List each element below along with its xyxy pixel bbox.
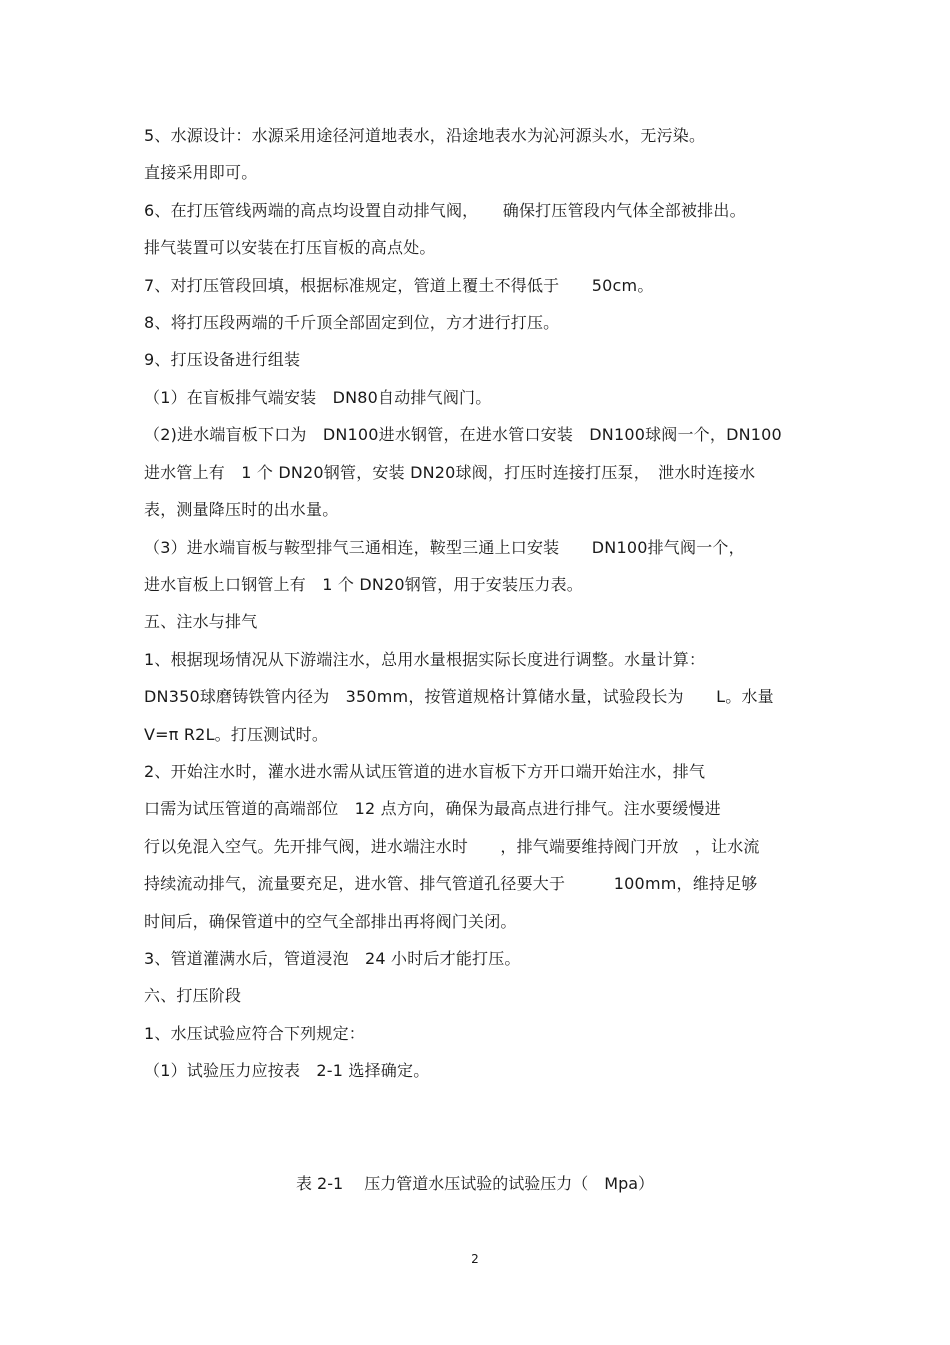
text-line: 表，测量降压时的出水量。 [144, 500, 339, 519]
text-line: 1、根据现场情况从下游端注水，总用水量根据实际长度进行调整。水量计算： [144, 650, 706, 669]
text-line: 排气装置可以安装在打压盲板的高点处。 [144, 238, 436, 257]
text-line: 进水盲板上口钢管上有 1 个 DN20钢管，用于安装压力表。 [144, 575, 584, 594]
text-line: 2、开始注水时，灌水进水需从试压管道的进水盲板下方开口端开始注水，排气 [144, 762, 706, 781]
text-line: （3）进水端盲板与鞍型排气三通相连，鞍型三通上口安装 DN100排气阀一个， [144, 538, 745, 557]
text-line: 6、在打压管线两端的高点均设置自动排气阀， 确保打压管段内气体全部被排出。 [144, 201, 746, 220]
text-line: （1）试验压力应按表 2-1 选择确定。 [144, 1061, 430, 1080]
text-line: 9、打压设备进行组装 [144, 350, 301, 369]
text-line: 8、将打压段两端的千斤顶全部固定到位，方才进行打压。 [144, 313, 560, 332]
table-caption: 表 2-1 压力管道水压试验的试验压力（ Mpa） [295, 1174, 655, 1193]
text-line: 时间后，确保管道中的空气全部排出再将阀门关闭。 [144, 912, 517, 931]
text-line: （2)进水端盲板下口为 DN100进水钢管，在进水管口安装 DN100球阀一个，DN100 [144, 425, 782, 444]
text-line: 7、对打压管段回填，根据标准规定，管道上覆土不得低于 50cm。 [144, 276, 654, 295]
text-line: 3、管道灌满水后，管道浸泡 24 小时后才能打压。 [144, 949, 521, 968]
page-number: 2 [471, 1252, 479, 1266]
text-line: 5、水源设计：水源采用途径河道地表水，沿途地表水为沁河源头水，无污染。 [144, 126, 706, 145]
section-heading: 五、注水与排气 [144, 612, 258, 631]
text-line: V=π R2L。打压测试时。 [144, 725, 329, 744]
text-line: （1）在盲板排气端安装 DN80自动排气阀门。 [144, 388, 492, 407]
text-line: 口需为试压管道的高端部位 12 点方向，确保为最高点进行排气。注水要缓慢进 [144, 799, 721, 818]
text-line: 持续流动排气，流量要充足，进水管、排气管道孔径要大于 100mm，维持足够 [144, 874, 758, 893]
text-line: DN350球磨铸铁管内径为 350mm，按管道规格计算储水量，试验段长为 L。水量 [144, 687, 774, 706]
text-line: 直接采用即可。 [144, 163, 258, 182]
text-line: 进水管上有 1 个 DN20钢管，安装 DN20球阀，打压时连接打压泵， 泄水时连接水 [144, 463, 756, 482]
text-line: 行以免混入空气。先开排气阀，进水端注水时 ，排气端要维持阀门开放 ，让水流 [144, 837, 760, 856]
text-line: 1、水压试验应符合下列规定： [144, 1024, 365, 1043]
section-heading: 六、打压阶段 [144, 986, 242, 1005]
